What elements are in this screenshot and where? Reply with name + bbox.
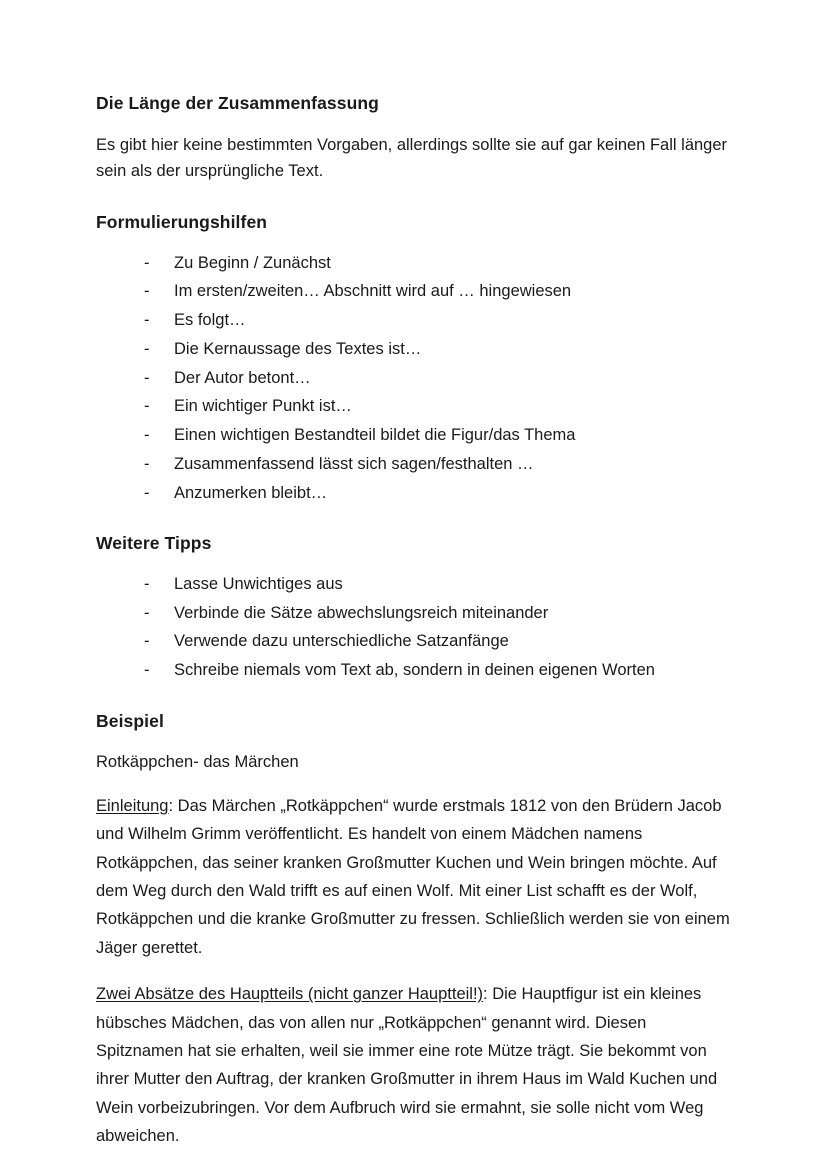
bullet-dash: - <box>144 397 150 416</box>
example-paragraph-hauptteil <box>96 980 732 1150</box>
list-item <box>144 658 732 684</box>
bullet-dash: - <box>144 253 150 272</box>
bullet-dash: - <box>144 339 150 358</box>
bullet-dash: - <box>144 311 150 330</box>
paragraph-label-suffix: : <box>168 796 178 815</box>
list-item-label: Der Autor betont… <box>174 368 311 387</box>
list-item-label: Schreibe niemals vom Text ab, sondern in deinen eigenen Worten <box>174 661 655 680</box>
list-item-label: Ein wichtiger Punkt ist… <box>174 397 352 416</box>
example-paragraph-einleitung <box>96 792 732 962</box>
section-heading-weitere-tipps: Weitere Tipps <box>96 533 212 554</box>
bullet-dash: - <box>144 574 150 593</box>
list-item <box>144 394 732 420</box>
list-item <box>144 629 732 655</box>
list-item-label: Lasse Unwichtiges aus <box>174 574 343 593</box>
section-heading-beispiel: Beispiel <box>96 710 164 731</box>
list-item-label: Zusammenfassend lässt sich sagen/festhalten … <box>174 454 534 473</box>
list-item-label: Anzumerken bleibt… <box>174 483 328 502</box>
list-item <box>144 337 732 363</box>
bullet-dash: - <box>144 603 150 622</box>
list-item <box>144 481 732 507</box>
paragraph-label-suffix: : <box>483 985 493 1004</box>
example-title: Rotkäppchen- das Märchen <box>96 753 299 772</box>
list-item-label: Verbinde die Sätze abwechslungsreich miteinander <box>174 603 549 622</box>
list-item <box>144 452 732 478</box>
list-item <box>144 423 732 449</box>
bullet-dash: - <box>144 426 150 445</box>
bullet-dash: - <box>144 282 150 301</box>
paragraph-label: Zwei Absätze des Hauptteils (nicht ganzer Hauptteil!) <box>96 985 484 1004</box>
paragraph-label: Einleitung <box>96 796 169 815</box>
formulierungshilfen-list <box>96 251 732 507</box>
list-item-label: Im ersten/zweiten… Abschnitt wird auf … hingewiesen <box>174 282 572 301</box>
list-item-label: Verwende dazu unterschiedliche Satzanfänge <box>174 632 509 651</box>
paragraph-text: Das Märchen „Rotkäppchen“ wurde erstmals 1812 von den Brüdern Jacob und Wilhelm Grimm veröffentlicht. Es handelt von einem Mädchen namens Rotkäppchen, das seiner kranken Großmutter Kuchen und Wein bringen möchte. Auf dem Weg durch den Wald trifft es auf einen Wolf. Mit einer List schafft es der Wolf, Rotkäppchen und die kranke Großmutter zu fressen. Schließlich werden sie von einem Jäger gerettet. <box>96 796 730 957</box>
paragraph-text: Die Hauptfigur ist ein kleines hübsches Mädchen, das von allen nur „Rotkäppchen“ genannt wird. Diesen Spitznamen hat sie erhalten, weil sie immer eine rote Mütze trägt. Sie bekommt von ihrer Mutter den Auftrag, der kranken Großmutter in ihrem Haus im Wald Kuchen und Wein vorbeizubringen. Vor dem Aufbruch wird sie ermahnt, sie solle nicht vom Weg abweichen. <box>96 985 718 1145</box>
bullet-dash: - <box>144 454 150 473</box>
list-item <box>144 308 732 334</box>
section-heading-formulierungshilfen: Formulierungshilfen <box>96 212 268 233</box>
list-item <box>144 601 732 627</box>
bullet-dash: - <box>144 483 150 502</box>
bullet-dash: - <box>144 368 150 387</box>
list-item <box>144 251 732 277</box>
list-item <box>144 366 732 392</box>
list-item-label: Die Kernaussage des Textes ist… <box>174 339 422 358</box>
list-item-label: Es folgt… <box>174 311 246 330</box>
section-heading-laenge: Die Länge der Zusammenfassung <box>96 93 379 113</box>
section-paragraph-laenge: Es gibt hier keine bestimmten Vorgaben, allerdings sollte sie auf gar keinen Fall länger sein als der ursprüngliche Text. <box>96 135 728 181</box>
list-item-label: Zu Beginn / Zunächst <box>174 253 331 272</box>
list-item <box>144 279 732 305</box>
list-item <box>144 572 732 598</box>
bullet-dash: - <box>144 632 150 651</box>
weitere-tipps-list <box>96 572 732 684</box>
list-item-label: Einen wichtigen Bestandteil bildet die Figur/das Thema <box>174 426 576 445</box>
bullet-dash: - <box>144 661 150 680</box>
